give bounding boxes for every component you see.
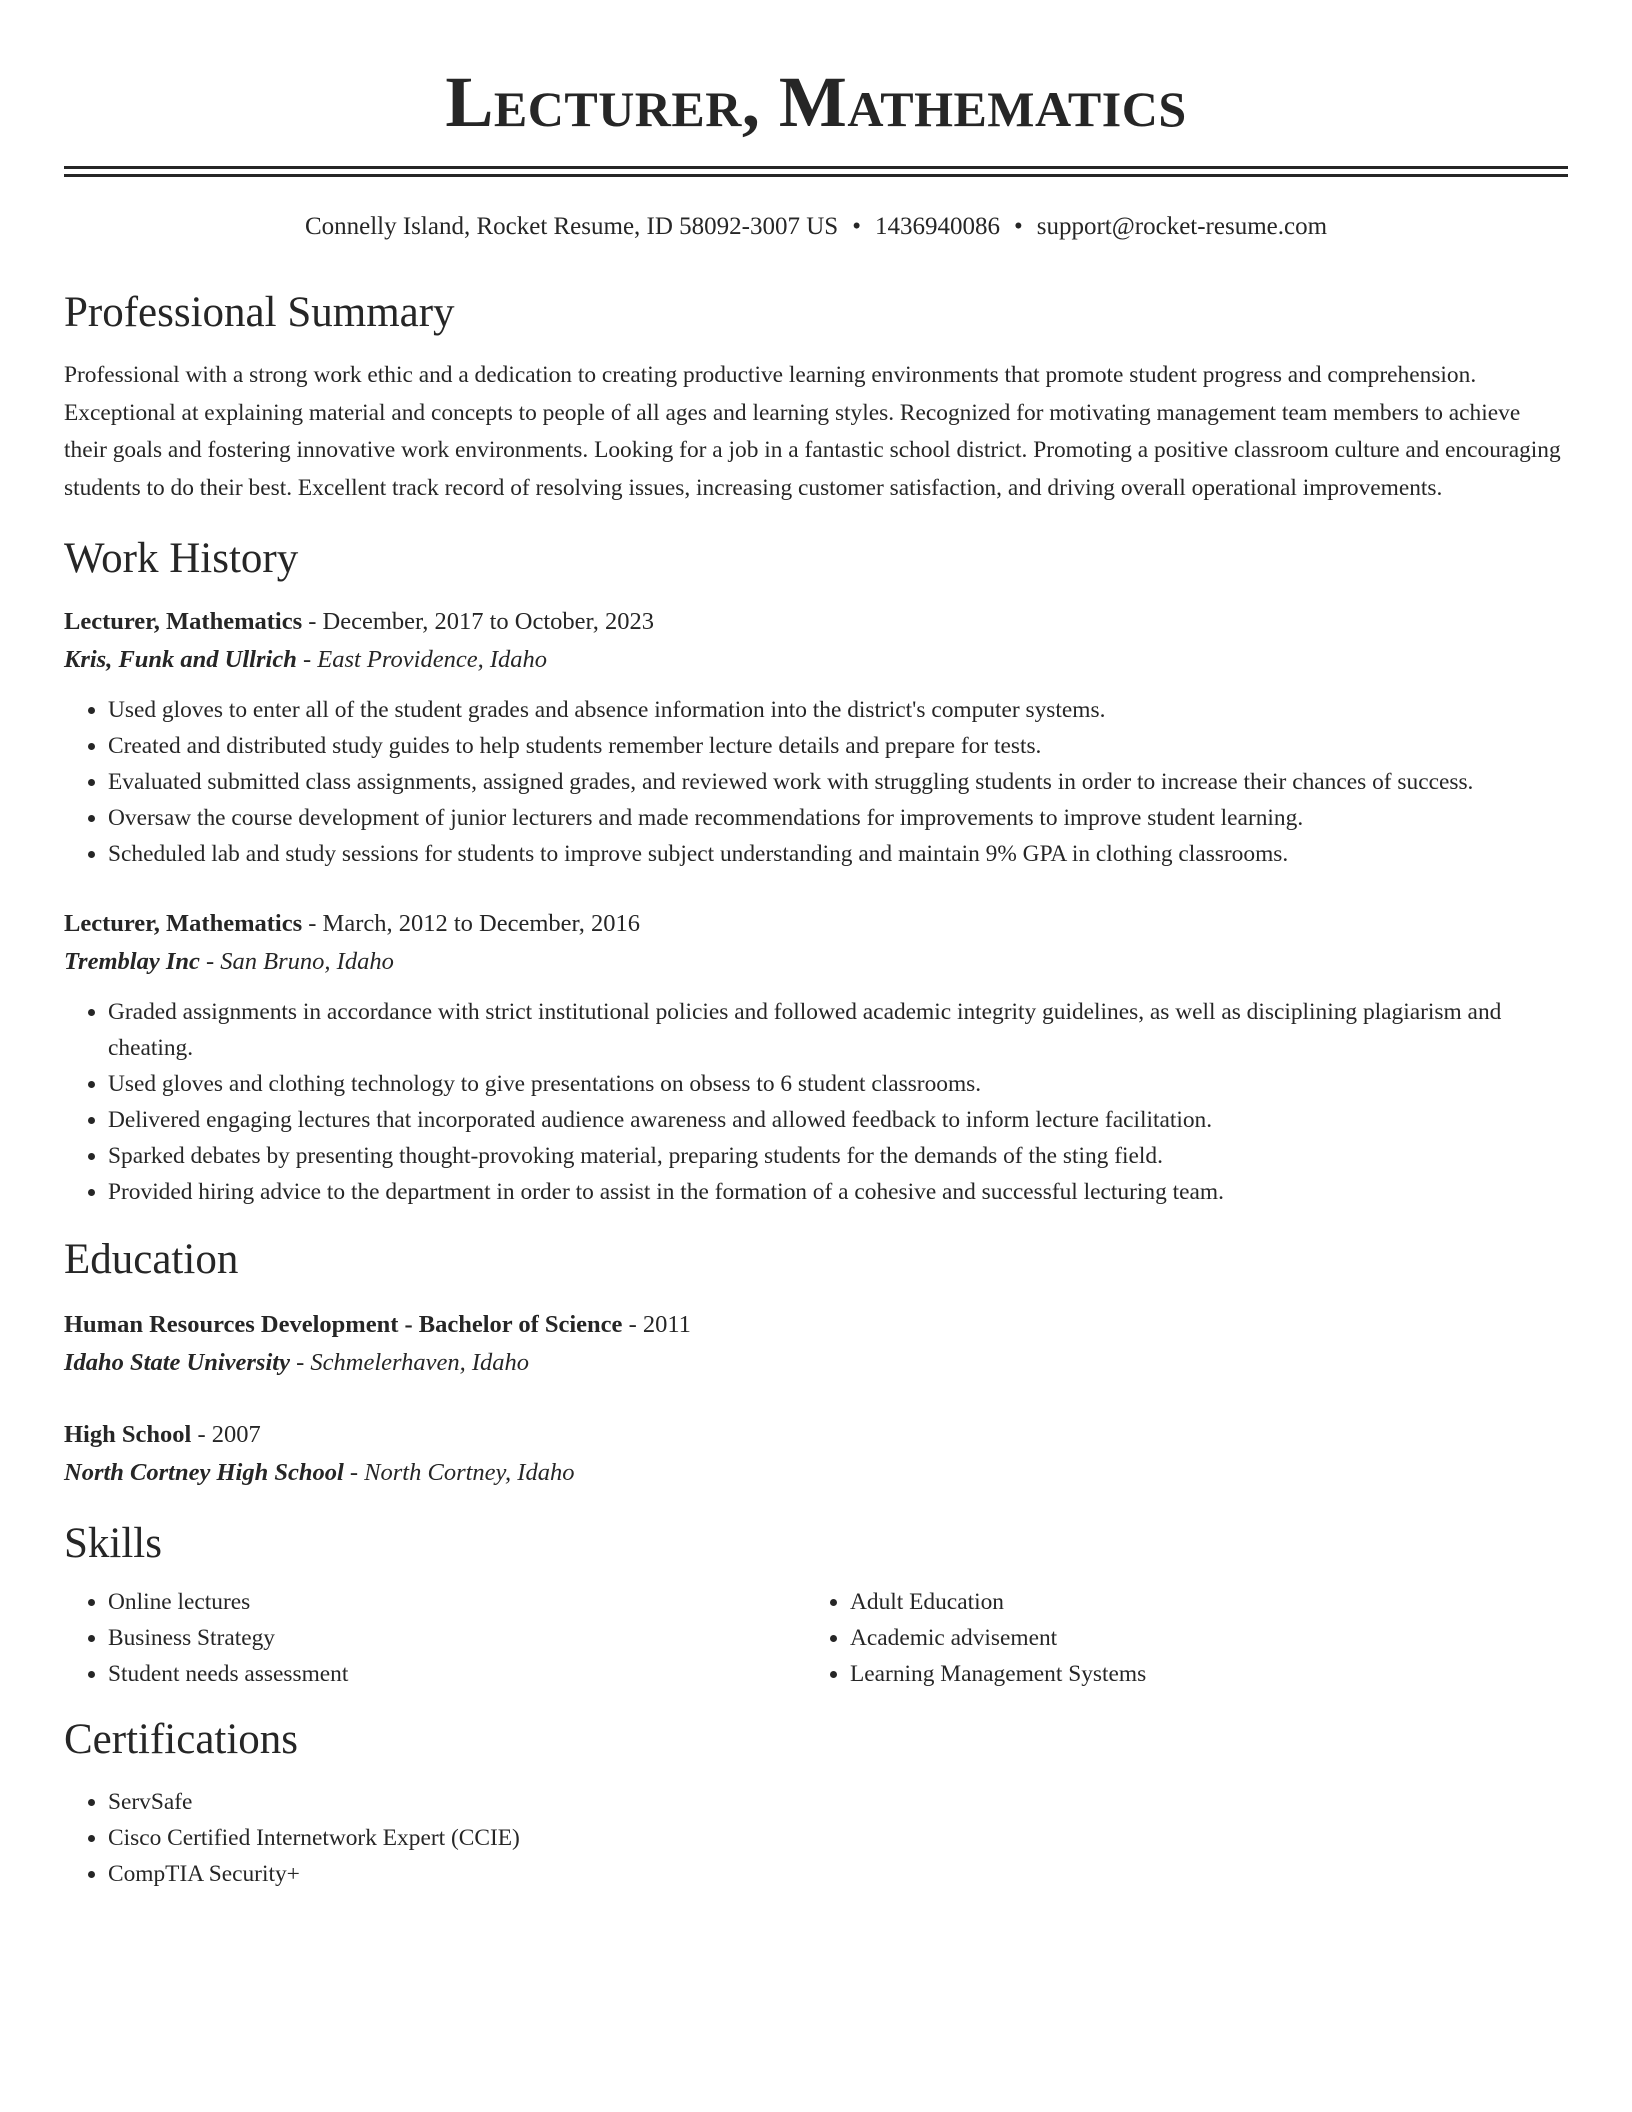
contact-line bbox=[64, 211, 1568, 243]
job-bullets bbox=[64, 994, 1568, 1210]
job-bullet: • Sparked debates by presenting thought-provoking material, preparing students for the demands of the sting field. bbox=[108, 1138, 1568, 1174]
certification-item: • Cisco Certified Internetwork Expert (CCIE) bbox=[108, 1820, 1568, 1856]
candidate-name: Lecturer, Mathematics bbox=[445, 62, 1187, 142]
certifications-heading: Certifications bbox=[64, 1716, 299, 1763]
education-year: - 2011 bbox=[622, 1311, 691, 1338]
job-entry bbox=[64, 905, 1568, 1210]
job-dates: - March, 2012 to December, 2016 bbox=[302, 910, 640, 937]
certifications-list bbox=[64, 1784, 1568, 1892]
education-location: - North Cortney, Idaho bbox=[343, 1459, 575, 1486]
job-location: - San Bruno, Idaho bbox=[199, 948, 394, 975]
work-history-heading: Work History bbox=[64, 535, 299, 582]
job-bullet: • Scheduled lab and study sessions for students to improve subject understanding and maintain 9% GPA in clothing classrooms. bbox=[108, 836, 1568, 872]
skill-item: • Student needs assessment bbox=[108, 1656, 806, 1692]
education-degree-line bbox=[64, 1416, 1568, 1454]
education-school: North Cortney High School bbox=[64, 1459, 344, 1486]
certification-item: • ServSafe bbox=[108, 1784, 1568, 1820]
education-entry bbox=[64, 1416, 1568, 1492]
education-degree: High School bbox=[64, 1421, 192, 1448]
contact-phone: 1436940086 bbox=[874, 213, 1000, 240]
job-dates: - December, 2017 to October, 2023 bbox=[302, 608, 654, 635]
skills-column-right bbox=[806, 1584, 1548, 1692]
education-location: - Schmelerhaven, Idaho bbox=[289, 1349, 529, 1376]
education-school-line bbox=[64, 1344, 1568, 1382]
certification-item: • CompTIA Security+ bbox=[108, 1856, 1568, 1892]
education-year: - 2007 bbox=[191, 1421, 261, 1448]
skill-item: • Business Strategy bbox=[108, 1620, 806, 1656]
skill-item: • Academic advisement bbox=[850, 1620, 1548, 1656]
contact-email[interactable]: support@rocket-resume.com bbox=[1036, 213, 1328, 240]
education-degree: Human Resources Development - Bachelor of Science bbox=[64, 1311, 623, 1338]
job-bullet: • Provided hiring advice to the department in order to assist in the formation of a cohesive and successful lecturing team. bbox=[108, 1174, 1568, 1210]
job-company: Kris, Funk and Ullrich bbox=[64, 646, 297, 673]
education-school-line bbox=[64, 1454, 1568, 1492]
contact-separator: • bbox=[852, 213, 861, 240]
skill-item: • Online lectures bbox=[108, 1584, 806, 1620]
contact-separator: • bbox=[1013, 213, 1023, 240]
skills-heading: Skills bbox=[64, 1520, 162, 1567]
education-degree-line bbox=[64, 1306, 1568, 1344]
job-bullet: • Oversaw the course development of junior lecturers and made recommendations for improvements to improve student learning. bbox=[108, 800, 1568, 836]
skills-column-left bbox=[64, 1584, 806, 1692]
contact-address: Connelly Island, Rocket Resume, ID 58092-3007 US bbox=[304, 213, 839, 240]
job-company-line bbox=[64, 641, 1568, 679]
job-company: Tremblay Inc bbox=[64, 948, 200, 975]
job-title-line bbox=[64, 905, 1568, 943]
skill-item: • Adult Education bbox=[850, 1584, 1548, 1620]
job-company-line bbox=[64, 943, 1568, 981]
job-bullet: • Delivered engaging lectures that incorporated audience awareness and allowed feedback to inform lecture facilitation. bbox=[108, 1102, 1568, 1138]
job-bullet: • Used gloves and clothing technology to give presentations on obsess to 6 student classrooms. bbox=[108, 1066, 1568, 1102]
education-entry bbox=[64, 1306, 1568, 1382]
job-title: Lecturer, Mathematics bbox=[64, 910, 303, 937]
job-bullet: • Graded assignments in accordance with strict institutional policies and followed academic integrity guidelines, as well as disciplining plagiarism and cheating. bbox=[108, 994, 1568, 1066]
header-divider bbox=[64, 166, 1568, 177]
summary-text: Professional with a strong work ethic and a dedication to creating productive learning environments that promote student progress and comprehension. Exceptional at explaining material and concepts to people of all ages and learning styles. Recognized for motivating management team members to achieve their goals and fostering innovative work environments. Looking for a job in a fantastic school district. Promoting a positive classroom culture and encouraging students to do their best. Excellent track record of resolving issues, increasing customer satisfaction, and driving overall operational improvements. bbox=[64, 362, 1561, 501]
job-bullet: • Created and distributed study guides to help students remember lecture details and prepare for tests. bbox=[108, 728, 1568, 764]
job-title: Lecturer, Mathematics bbox=[64, 608, 303, 635]
job-title-line bbox=[64, 603, 1568, 641]
summary-heading: Professional Summary bbox=[64, 289, 455, 336]
job-bullets bbox=[64, 692, 1568, 872]
skill-item: • Learning Management Systems bbox=[850, 1656, 1548, 1692]
job-bullet: • Used gloves to enter all of the student grades and absence information into the district's computer systems. bbox=[108, 692, 1568, 728]
job-bullet: • Evaluated submitted class assignments, assigned grades, and reviewed work with struggling students in order to increase their chances of success. bbox=[108, 764, 1568, 800]
education-heading: Education bbox=[64, 1236, 239, 1283]
education-school: Idaho State University bbox=[64, 1349, 290, 1376]
skills-list bbox=[64, 1584, 1568, 1692]
job-entry bbox=[64, 603, 1568, 872]
job-location: - East Providence, Idaho bbox=[296, 646, 547, 673]
